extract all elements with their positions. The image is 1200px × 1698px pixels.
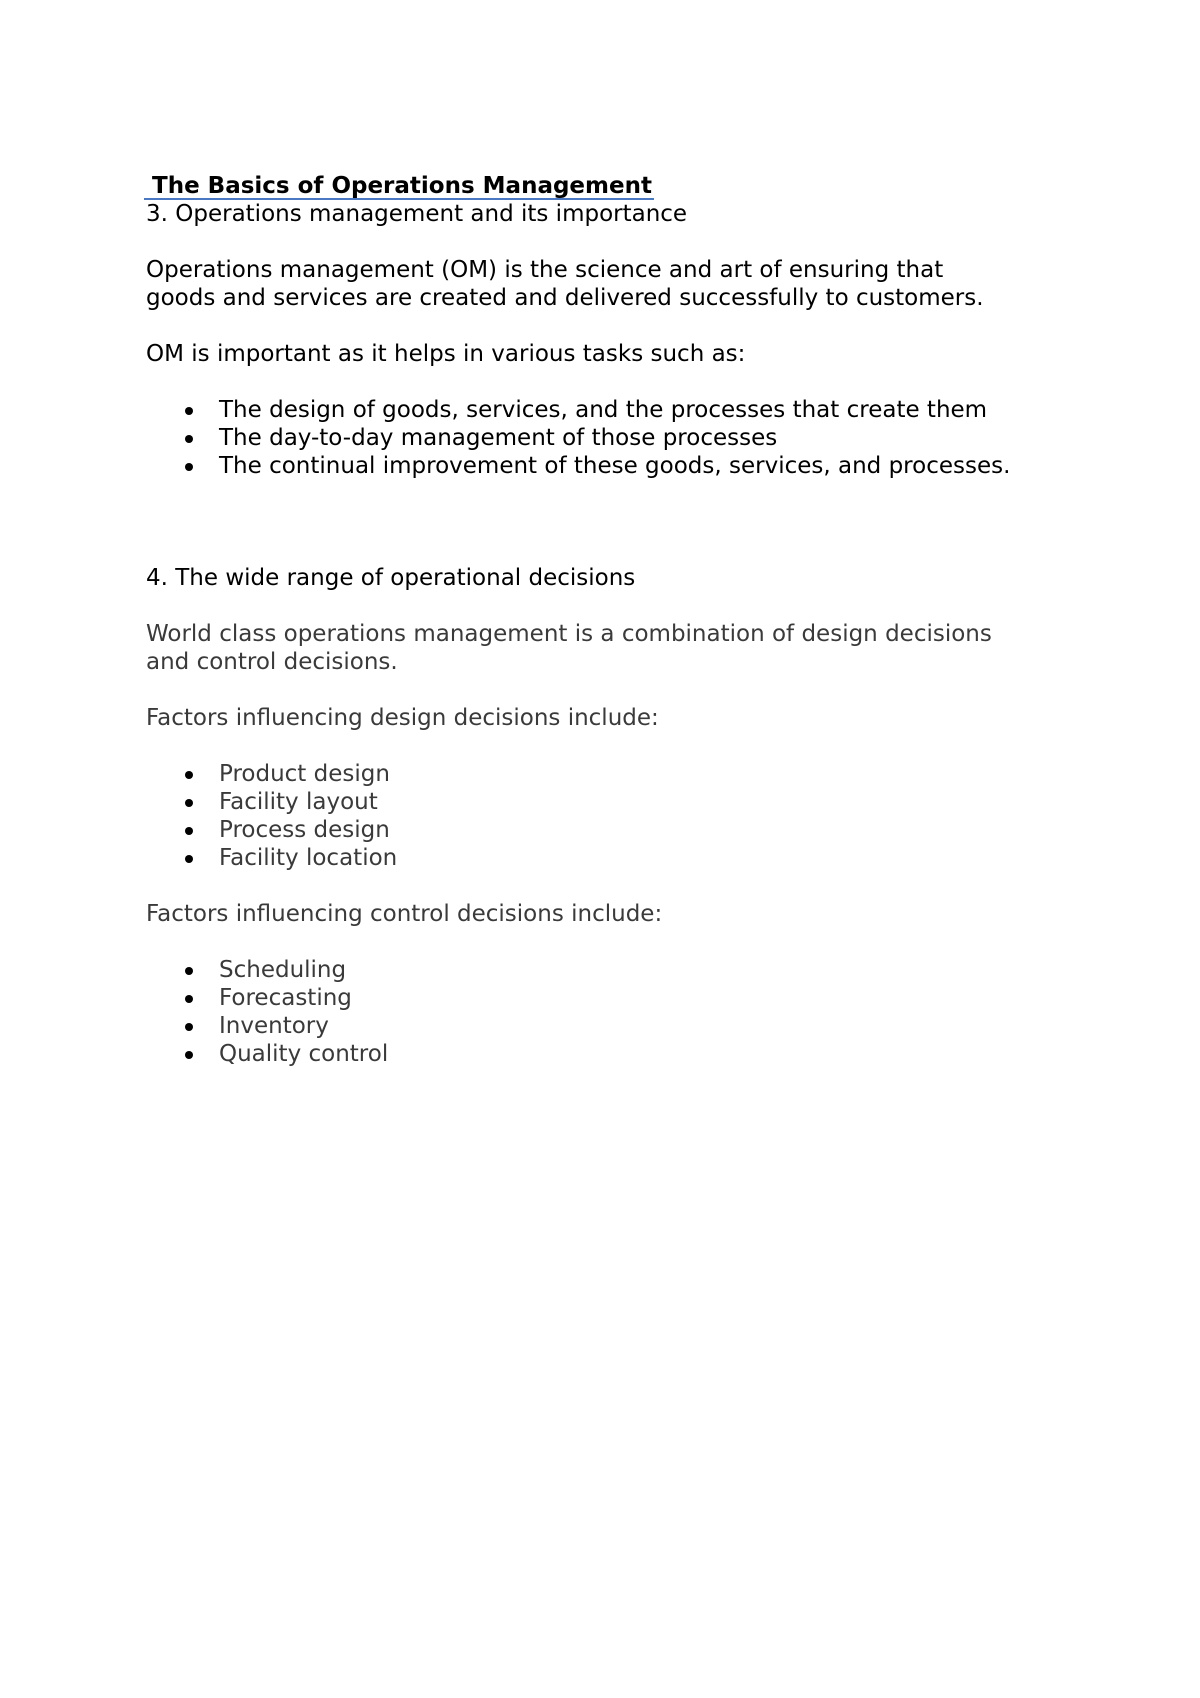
bullet-icon: [185, 827, 193, 835]
section-3-intro: OM is important as it helps in various tasks such as:: [146, 341, 746, 367]
list-item-text: Process design: [219, 817, 390, 843]
section-3-paragraph-line-2: goods and services are created and delivered successfully to customers.: [146, 285, 984, 311]
list-item-text: The continual improvement of these goods, services, and processes.: [219, 453, 1011, 479]
section-4-paragraph-line-1: World class operations management is a combination of design decisions: [146, 621, 992, 647]
bullet-icon: [185, 407, 193, 415]
document-title: The Basics of Operations Management: [144, 174, 654, 200]
bullet-icon: [185, 771, 193, 779]
list-item: [146, 760, 1106, 788]
list-item: [146, 816, 1106, 844]
bullet-icon: [185, 435, 193, 443]
list-item: [146, 424, 1106, 452]
bullet-icon: [185, 1051, 193, 1059]
section-4-body: [146, 620, 1106, 1068]
document-title-line: [146, 172, 1106, 200]
list-item-text: The day-to-day management of those processes: [219, 425, 778, 451]
bullet-icon: [185, 995, 193, 1003]
section-3-heading: 3. Operations management and its importance: [146, 201, 688, 227]
bullet-icon: [185, 1023, 193, 1031]
bullet-icon: [185, 855, 193, 863]
bullet-icon: [185, 463, 193, 471]
control-decisions-list: [146, 956, 1106, 1068]
list-item-text: Facility location: [219, 845, 398, 871]
list-item: [146, 1012, 1106, 1040]
list-item-text: Product design: [219, 761, 390, 787]
list-item-text: Scheduling: [219, 957, 347, 983]
list-item-text: Quality control: [219, 1041, 389, 1067]
list-item: [146, 1040, 1106, 1068]
list-item-text: The design of goods, services, and the processes that create them: [219, 397, 988, 423]
bullet-icon: [185, 967, 193, 975]
list-item-text: Forecasting: [219, 985, 352, 1011]
list-item: [146, 956, 1106, 984]
section-3-bullet-list: [146, 396, 1106, 480]
list-item: [146, 788, 1106, 816]
control-decisions-intro: Factors influencing control decisions include:: [146, 901, 663, 927]
bullet-icon: [185, 799, 193, 807]
list-item: [146, 396, 1106, 424]
design-decisions-list: [146, 760, 1106, 872]
document-body: [146, 172, 1106, 1068]
list-item: [146, 984, 1106, 1012]
section-4-paragraph-line-2: and control decisions.: [146, 649, 398, 675]
list-item: [146, 452, 1106, 480]
design-decisions-intro: Factors influencing design decisions include:: [146, 705, 659, 731]
list-item: [146, 844, 1106, 872]
section-4-heading: 4. The wide range of operational decisions: [146, 565, 636, 591]
section-3-paragraph-line-1: Operations management (OM) is the science and art of ensuring that: [146, 257, 944, 283]
list-item-text: Inventory: [219, 1013, 329, 1039]
list-item-text: Facility layout: [219, 789, 378, 815]
